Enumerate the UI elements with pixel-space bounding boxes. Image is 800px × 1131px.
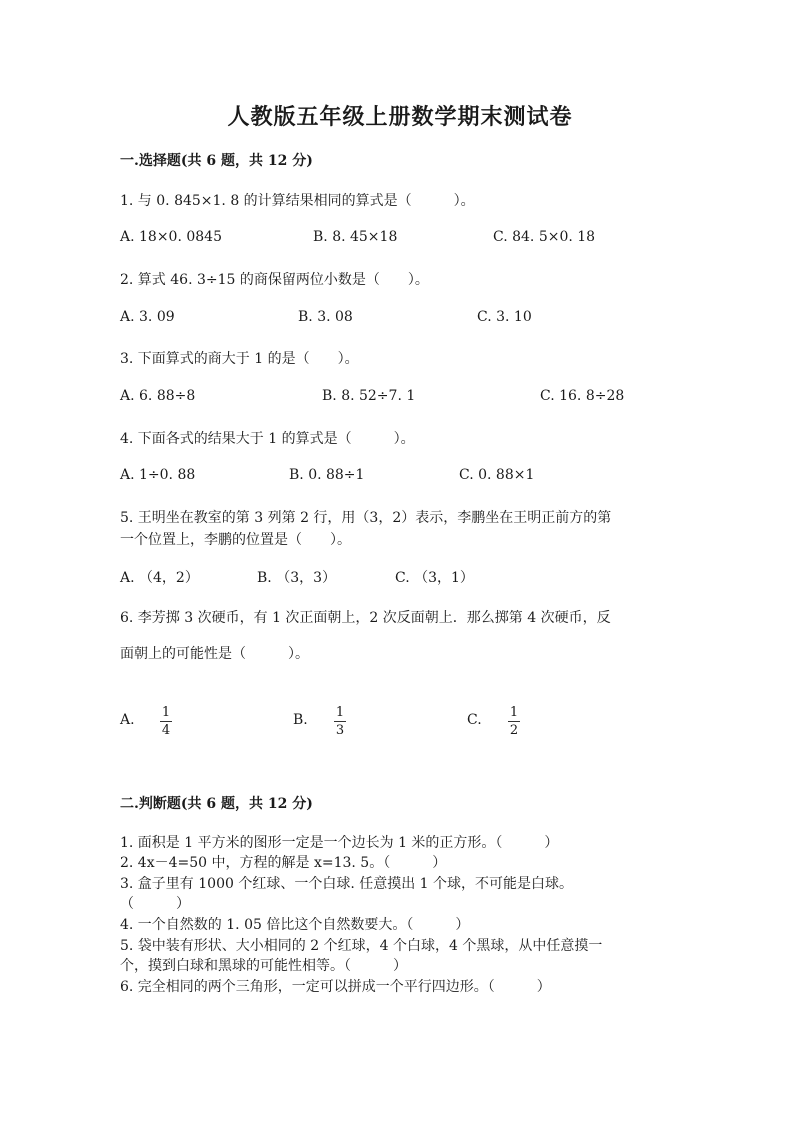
question-3-option-b[interactable]: B. 8. 52÷7. 1 [322,388,416,404]
fraction-numerator: 1 [335,705,345,720]
judgment-line-1: 1. 面积是 1 平方米的图形一定是一个边长为 1 米的正方形。（ ） [120,835,559,851]
fraction-denominator: 2 [509,723,519,738]
judgment-line-5-cont: 个，摸到白球和黑球的可能性相等。（ ） [120,958,407,974]
question-5-option-c[interactable]: C. （3，1） [395,570,474,586]
question-6-option-a-label[interactable]: A. [120,712,135,728]
question-3-text: 3. 下面算式的商大于 1 的是（ ）。 [120,351,359,367]
judgment-line-3: 3. 盒子里有 1000 个红球、一个白球. 任意摸出 1 个球，不可能是白球。 [120,876,574,892]
question-6-text-line-2: 面朝上的可能性是（ ）。 [120,646,309,662]
question-6-option-b-fraction [334,705,346,738]
question-2-text: 2. 算式 46. 3÷15 的商保留两位小数是（ ）。 [120,272,429,288]
question-4-option-a[interactable]: A. 1÷0. 88 [120,467,196,483]
fraction-bar [160,721,172,722]
question-2-option-a[interactable]: A. 3. 09 [120,309,175,325]
judgment-line-2: 2. 4x－4=50 中，方程的解是 x=13. 5。（ ） [120,855,447,871]
judgment-line-5: 5. 袋中装有形状、大小相同的 2 个红球，4 个白球，4 个黑球，从中任意摸一 [120,938,603,954]
question-1-option-b[interactable]: B. 8. 45×18 [313,229,398,245]
question-4-option-c[interactable]: C. 0. 88×1 [459,467,535,483]
judgment-line-3-answer: （ ） [120,896,190,912]
question-1-option-c[interactable]: C. 84. 5×0. 18 [493,229,596,245]
fraction-denominator: 3 [335,723,345,738]
question-4-option-b[interactable]: B. 0. 88÷1 [289,467,365,483]
question-5-option-a[interactable]: A. （4，2） [120,570,199,586]
question-3-option-c[interactable]: C. 16. 8÷28 [540,388,625,404]
fraction-numerator: 1 [161,705,171,720]
question-6-option-c-fraction [508,705,520,738]
question-5-text-line-1: 5. 王明坐在教室的第 3 列第 2 行，用（3，2）表示，李鹏坐在王明正前方的第 [120,510,612,526]
question-6-text-line-1: 6. 李芳掷 3 次硬币，有 1 次正面朝上，2 次反面朝上．那么掷第 4 次硬币，反 [120,610,611,626]
section-2-heading: 二.判断题(共 6 题，共 12 分) [120,796,313,812]
question-6-option-a-fraction [160,705,172,738]
question-2-option-c[interactable]: C. 3. 10 [477,309,532,325]
judgment-line-6: 6. 完全相同的两个三角形，一定可以拼成一个平行四边形。（ ） [120,979,551,995]
question-4-text: 4. 下面各式的结果大于 1 的算式是（ ）。 [120,431,415,447]
question-5-text-line-2: 一个位置上，李鹏的位置是（ ）。 [120,532,351,548]
fraction-numerator: 1 [509,705,519,720]
fraction-bar [508,721,520,722]
question-2-option-b[interactable]: B. 3. 08 [298,309,353,325]
question-1-option-a[interactable]: A. 18×0. 0845 [120,229,222,245]
question-1-text: 1. 与 0. 845×1. 8 的计算结果相同的算式是（ ）。 [120,193,475,209]
question-6-option-b-label[interactable]: B. [293,712,308,728]
section-1-heading: 一.选择题(共 6 题，共 12 分) [120,153,313,169]
judgment-line-4: 4. 一个自然数的 1. 05 倍比这个自然数要大。（ ） [120,917,470,933]
question-5-option-b[interactable]: B. （3，3） [257,570,337,586]
question-6-option-c-label[interactable]: C. [467,712,482,728]
fraction-bar [334,721,346,722]
question-3-option-a[interactable]: A. 6. 88÷8 [120,388,196,404]
fraction-denominator: 4 [161,723,171,738]
page-title: 人教版五年级上册数学期末测试卷 [227,104,573,130]
